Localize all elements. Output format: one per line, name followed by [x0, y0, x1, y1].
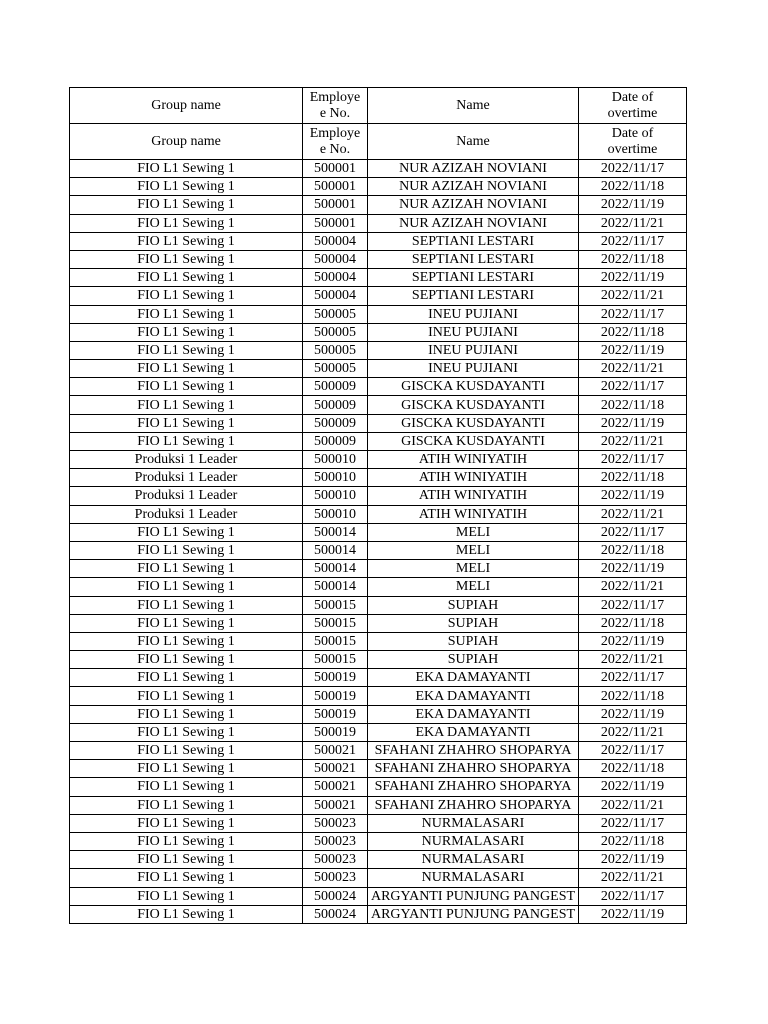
header-row — [70, 88, 687, 124]
cell-date: 2022/11/19 — [579, 560, 687, 578]
header-row-repeat — [70, 124, 687, 160]
cell-date: 2022/11/19 — [579, 341, 687, 359]
table-row — [70, 760, 687, 778]
table-row — [70, 560, 687, 578]
cell-name: ARGYANTI PUNJUNG PANGEST — [368, 905, 579, 923]
cell-employee-no: 500010 — [303, 487, 368, 505]
cell-group-name: FIO L1 Sewing 1 — [70, 214, 303, 232]
cell-date: 2022/11/21 — [579, 869, 687, 887]
table-row — [70, 614, 687, 632]
cell-date: 2022/11/17 — [579, 669, 687, 687]
cell-name: ATIH WINIYATIH — [368, 505, 579, 523]
header-group-name: Group name — [70, 88, 303, 124]
cell-employee-no: 500005 — [303, 360, 368, 378]
cell-name: GISCKA KUSDAYANTI — [368, 396, 579, 414]
table-row — [70, 851, 687, 869]
cell-group-name: FIO L1 Sewing 1 — [70, 341, 303, 359]
table-row — [70, 287, 687, 305]
cell-name: ATIH WINIYATIH — [368, 469, 579, 487]
table-row — [70, 469, 687, 487]
table-row — [70, 723, 687, 741]
cell-group-name: FIO L1 Sewing 1 — [70, 760, 303, 778]
cell-group-name: FIO L1 Sewing 1 — [70, 160, 303, 178]
cell-group-name: FIO L1 Sewing 1 — [70, 596, 303, 614]
table-row — [70, 869, 687, 887]
cell-employee-no: 500021 — [303, 796, 368, 814]
cell-group-name: FIO L1 Sewing 1 — [70, 250, 303, 268]
cell-group-name: Produksi 1 Leader — [70, 505, 303, 523]
cell-group-name: FIO L1 Sewing 1 — [70, 396, 303, 414]
table-row — [70, 214, 687, 232]
cell-name: NUR AZIZAH NOVIANI — [368, 196, 579, 214]
cell-date: 2022/11/18 — [579, 541, 687, 559]
cell-employee-no: 500023 — [303, 869, 368, 887]
table-row — [70, 432, 687, 450]
header-name: Name — [368, 124, 579, 160]
cell-employee-no: 500023 — [303, 814, 368, 832]
cell-group-name: FIO L1 Sewing 1 — [70, 905, 303, 923]
cell-employee-no: 500001 — [303, 160, 368, 178]
cell-date: 2022/11/19 — [579, 905, 687, 923]
cell-name: NUR AZIZAH NOVIANI — [368, 214, 579, 232]
cell-date: 2022/11/18 — [579, 396, 687, 414]
cell-name: EKA DAMAYANTI — [368, 705, 579, 723]
cell-date: 2022/11/17 — [579, 596, 687, 614]
cell-date: 2022/11/18 — [579, 178, 687, 196]
cell-date: 2022/11/18 — [579, 832, 687, 850]
table-row — [70, 305, 687, 323]
cell-employee-no: 500004 — [303, 287, 368, 305]
cell-employee-no: 500005 — [303, 305, 368, 323]
cell-date: 2022/11/18 — [579, 323, 687, 341]
cell-name: SEPTIANI LESTARI — [368, 287, 579, 305]
cell-name: SUPIAH — [368, 632, 579, 650]
cell-name: INEU PUJIANI — [368, 341, 579, 359]
cell-name: GISCKA KUSDAYANTI — [368, 432, 579, 450]
cell-employee-no: 500004 — [303, 269, 368, 287]
cell-group-name: FIO L1 Sewing 1 — [70, 578, 303, 596]
cell-group-name: FIO L1 Sewing 1 — [70, 669, 303, 687]
cell-name: SUPIAH — [368, 596, 579, 614]
cell-employee-no: 500024 — [303, 905, 368, 923]
cell-name: EKA DAMAYANTI — [368, 687, 579, 705]
cell-date: 2022/11/21 — [579, 578, 687, 596]
cell-name: MELI — [368, 523, 579, 541]
table-row — [70, 378, 687, 396]
cell-employee-no: 500014 — [303, 541, 368, 559]
cell-group-name: FIO L1 Sewing 1 — [70, 360, 303, 378]
cell-name: NURMALASARI — [368, 832, 579, 850]
cell-date: 2022/11/21 — [579, 432, 687, 450]
table-row — [70, 396, 687, 414]
cell-group-name: FIO L1 Sewing 1 — [70, 632, 303, 650]
header-date-of-overtime: Date of overtime — [579, 124, 687, 160]
cell-employee-no: 500021 — [303, 778, 368, 796]
table-row — [70, 232, 687, 250]
table-row — [70, 687, 687, 705]
cell-name: MELI — [368, 560, 579, 578]
table-row — [70, 523, 687, 541]
cell-employee-no: 500014 — [303, 560, 368, 578]
cell-group-name: FIO L1 Sewing 1 — [70, 814, 303, 832]
cell-group-name: FIO L1 Sewing 1 — [70, 305, 303, 323]
cell-employee-no: 500009 — [303, 396, 368, 414]
cell-employee-no: 500019 — [303, 669, 368, 687]
cell-name: SUPIAH — [368, 651, 579, 669]
cell-employee-no: 500023 — [303, 832, 368, 850]
cell-name: MELI — [368, 541, 579, 559]
cell-employee-no: 500009 — [303, 432, 368, 450]
cell-group-name: FIO L1 Sewing 1 — [70, 796, 303, 814]
cell-employee-no: 500014 — [303, 578, 368, 596]
cell-name: INEU PUJIANI — [368, 305, 579, 323]
table-row — [70, 505, 687, 523]
cell-date: 2022/11/17 — [579, 160, 687, 178]
cell-date: 2022/11/17 — [579, 232, 687, 250]
table-row — [70, 796, 687, 814]
cell-name: GISCKA KUSDAYANTI — [368, 378, 579, 396]
cell-name: NURMALASARI — [368, 851, 579, 869]
table-row — [70, 160, 687, 178]
cell-name: EKA DAMAYANTI — [368, 669, 579, 687]
cell-name: ARGYANTI PUNJUNG PANGEST — [368, 887, 579, 905]
cell-group-name: Produksi 1 Leader — [70, 451, 303, 469]
cell-group-name: FIO L1 Sewing 1 — [70, 232, 303, 250]
cell-name: INEU PUJIANI — [368, 323, 579, 341]
table-row — [70, 669, 687, 687]
cell-group-name: FIO L1 Sewing 1 — [70, 378, 303, 396]
cell-date: 2022/11/18 — [579, 250, 687, 268]
cell-employee-no: 500015 — [303, 651, 368, 669]
cell-date: 2022/11/19 — [579, 705, 687, 723]
cell-name: ATIH WINIYATIH — [368, 451, 579, 469]
cell-employee-no: 500001 — [303, 214, 368, 232]
cell-employee-no: 500019 — [303, 723, 368, 741]
cell-employee-no: 500010 — [303, 505, 368, 523]
cell-group-name: FIO L1 Sewing 1 — [70, 887, 303, 905]
cell-group-name: Produksi 1 Leader — [70, 487, 303, 505]
cell-group-name: FIO L1 Sewing 1 — [70, 742, 303, 760]
cell-date: 2022/11/17 — [579, 451, 687, 469]
table-row — [70, 632, 687, 650]
cell-employee-no: 500024 — [303, 887, 368, 905]
cell-employee-no: 500021 — [303, 760, 368, 778]
cell-name: ATIH WINIYATIH — [368, 487, 579, 505]
table-row — [70, 487, 687, 505]
cell-group-name: FIO L1 Sewing 1 — [70, 778, 303, 796]
cell-group-name: FIO L1 Sewing 1 — [70, 523, 303, 541]
table-row — [70, 778, 687, 796]
table-row — [70, 742, 687, 760]
cell-date: 2022/11/17 — [579, 814, 687, 832]
table-row — [70, 360, 687, 378]
cell-employee-no: 500019 — [303, 705, 368, 723]
cell-name: SFAHANI ZHAHRO SHOPARYA — [368, 742, 579, 760]
cell-employee-no: 500005 — [303, 323, 368, 341]
cell-date: 2022/11/17 — [579, 742, 687, 760]
header-date-of-overtime: Date of overtime — [579, 88, 687, 124]
cell-employee-no: 500019 — [303, 687, 368, 705]
table-row — [70, 341, 687, 359]
table-row — [70, 705, 687, 723]
cell-group-name: FIO L1 Sewing 1 — [70, 414, 303, 432]
cell-employee-no: 500021 — [303, 742, 368, 760]
cell-name: MELI — [368, 578, 579, 596]
cell-name: SEPTIANI LESTARI — [368, 269, 579, 287]
cell-name: SEPTIANI LESTARI — [368, 232, 579, 250]
cell-date: 2022/11/19 — [579, 778, 687, 796]
cell-group-name: FIO L1 Sewing 1 — [70, 705, 303, 723]
table-row — [70, 541, 687, 559]
cell-name: NUR AZIZAH NOVIANI — [368, 160, 579, 178]
cell-date: 2022/11/18 — [579, 614, 687, 632]
cell-employee-no: 500023 — [303, 851, 368, 869]
cell-group-name: FIO L1 Sewing 1 — [70, 323, 303, 341]
table-row — [70, 451, 687, 469]
header-employee-no: Employe e No. — [303, 88, 368, 124]
cell-name: NURMALASARI — [368, 814, 579, 832]
cell-group-name: FIO L1 Sewing 1 — [70, 651, 303, 669]
cell-group-name: FIO L1 Sewing 1 — [70, 687, 303, 705]
cell-group-name: FIO L1 Sewing 1 — [70, 614, 303, 632]
cell-date: 2022/11/19 — [579, 269, 687, 287]
table-row — [70, 832, 687, 850]
table-row — [70, 250, 687, 268]
table-row — [70, 887, 687, 905]
cell-date: 2022/11/18 — [579, 687, 687, 705]
cell-employee-no: 500009 — [303, 378, 368, 396]
overtime-table — [69, 87, 687, 924]
cell-group-name: FIO L1 Sewing 1 — [70, 541, 303, 559]
cell-employee-no: 500004 — [303, 232, 368, 250]
cell-group-name: FIO L1 Sewing 1 — [70, 560, 303, 578]
cell-date: 2022/11/19 — [579, 851, 687, 869]
table-row — [70, 578, 687, 596]
cell-date: 2022/11/21 — [579, 360, 687, 378]
cell-date: 2022/11/21 — [579, 723, 687, 741]
cell-date: 2022/11/19 — [579, 487, 687, 505]
cell-name: NURMALASARI — [368, 869, 579, 887]
table-row — [70, 196, 687, 214]
cell-date: 2022/11/21 — [579, 214, 687, 232]
table-row — [70, 269, 687, 287]
header-name: Name — [368, 88, 579, 124]
cell-employee-no: 500015 — [303, 632, 368, 650]
cell-group-name: FIO L1 Sewing 1 — [70, 432, 303, 450]
cell-group-name: FIO L1 Sewing 1 — [70, 178, 303, 196]
table-body — [70, 160, 687, 924]
cell-date: 2022/11/17 — [579, 305, 687, 323]
cell-date: 2022/11/21 — [579, 796, 687, 814]
cell-name: SUPIAH — [368, 614, 579, 632]
header-employee-no: Employe e No. — [303, 124, 368, 160]
table-row — [70, 814, 687, 832]
table-row — [70, 905, 687, 923]
table-row — [70, 323, 687, 341]
cell-name: INEU PUJIANI — [368, 360, 579, 378]
cell-name: SFAHANI ZHAHRO SHOPARYA — [368, 796, 579, 814]
cell-group-name: FIO L1 Sewing 1 — [70, 832, 303, 850]
cell-employee-no: 500014 — [303, 523, 368, 541]
header-group-name: Group name — [70, 124, 303, 160]
cell-name: NUR AZIZAH NOVIANI — [368, 178, 579, 196]
cell-date: 2022/11/21 — [579, 651, 687, 669]
cell-date: 2022/11/18 — [579, 469, 687, 487]
table-row — [70, 651, 687, 669]
cell-employee-no: 500010 — [303, 451, 368, 469]
cell-employee-no: 500001 — [303, 196, 368, 214]
cell-date: 2022/11/17 — [579, 887, 687, 905]
cell-group-name: FIO L1 Sewing 1 — [70, 851, 303, 869]
cell-date: 2022/11/19 — [579, 632, 687, 650]
table-row — [70, 596, 687, 614]
cell-name: SFAHANI ZHAHRO SHOPARYA — [368, 778, 579, 796]
cell-group-name: FIO L1 Sewing 1 — [70, 287, 303, 305]
cell-group-name: Produksi 1 Leader — [70, 469, 303, 487]
cell-name: GISCKA KUSDAYANTI — [368, 414, 579, 432]
cell-employee-no: 500001 — [303, 178, 368, 196]
cell-name: SEPTIANI LESTARI — [368, 250, 579, 268]
cell-date: 2022/11/18 — [579, 760, 687, 778]
cell-employee-no: 500005 — [303, 341, 368, 359]
cell-name: EKA DAMAYANTI — [368, 723, 579, 741]
cell-employee-no: 500009 — [303, 414, 368, 432]
cell-date: 2022/11/17 — [579, 523, 687, 541]
table-row — [70, 414, 687, 432]
cell-employee-no: 500010 — [303, 469, 368, 487]
cell-date: 2022/11/17 — [579, 378, 687, 396]
cell-group-name: FIO L1 Sewing 1 — [70, 869, 303, 887]
cell-group-name: FIO L1 Sewing 1 — [70, 723, 303, 741]
cell-name: SFAHANI ZHAHRO SHOPARYA — [368, 760, 579, 778]
cell-employee-no: 500004 — [303, 250, 368, 268]
cell-date: 2022/11/21 — [579, 505, 687, 523]
table-row — [70, 178, 687, 196]
cell-date: 2022/11/21 — [579, 287, 687, 305]
cell-group-name: FIO L1 Sewing 1 — [70, 269, 303, 287]
cell-date: 2022/11/19 — [579, 196, 687, 214]
cell-employee-no: 500015 — [303, 614, 368, 632]
cell-employee-no: 500015 — [303, 596, 368, 614]
cell-date: 2022/11/19 — [579, 414, 687, 432]
cell-group-name: FIO L1 Sewing 1 — [70, 196, 303, 214]
